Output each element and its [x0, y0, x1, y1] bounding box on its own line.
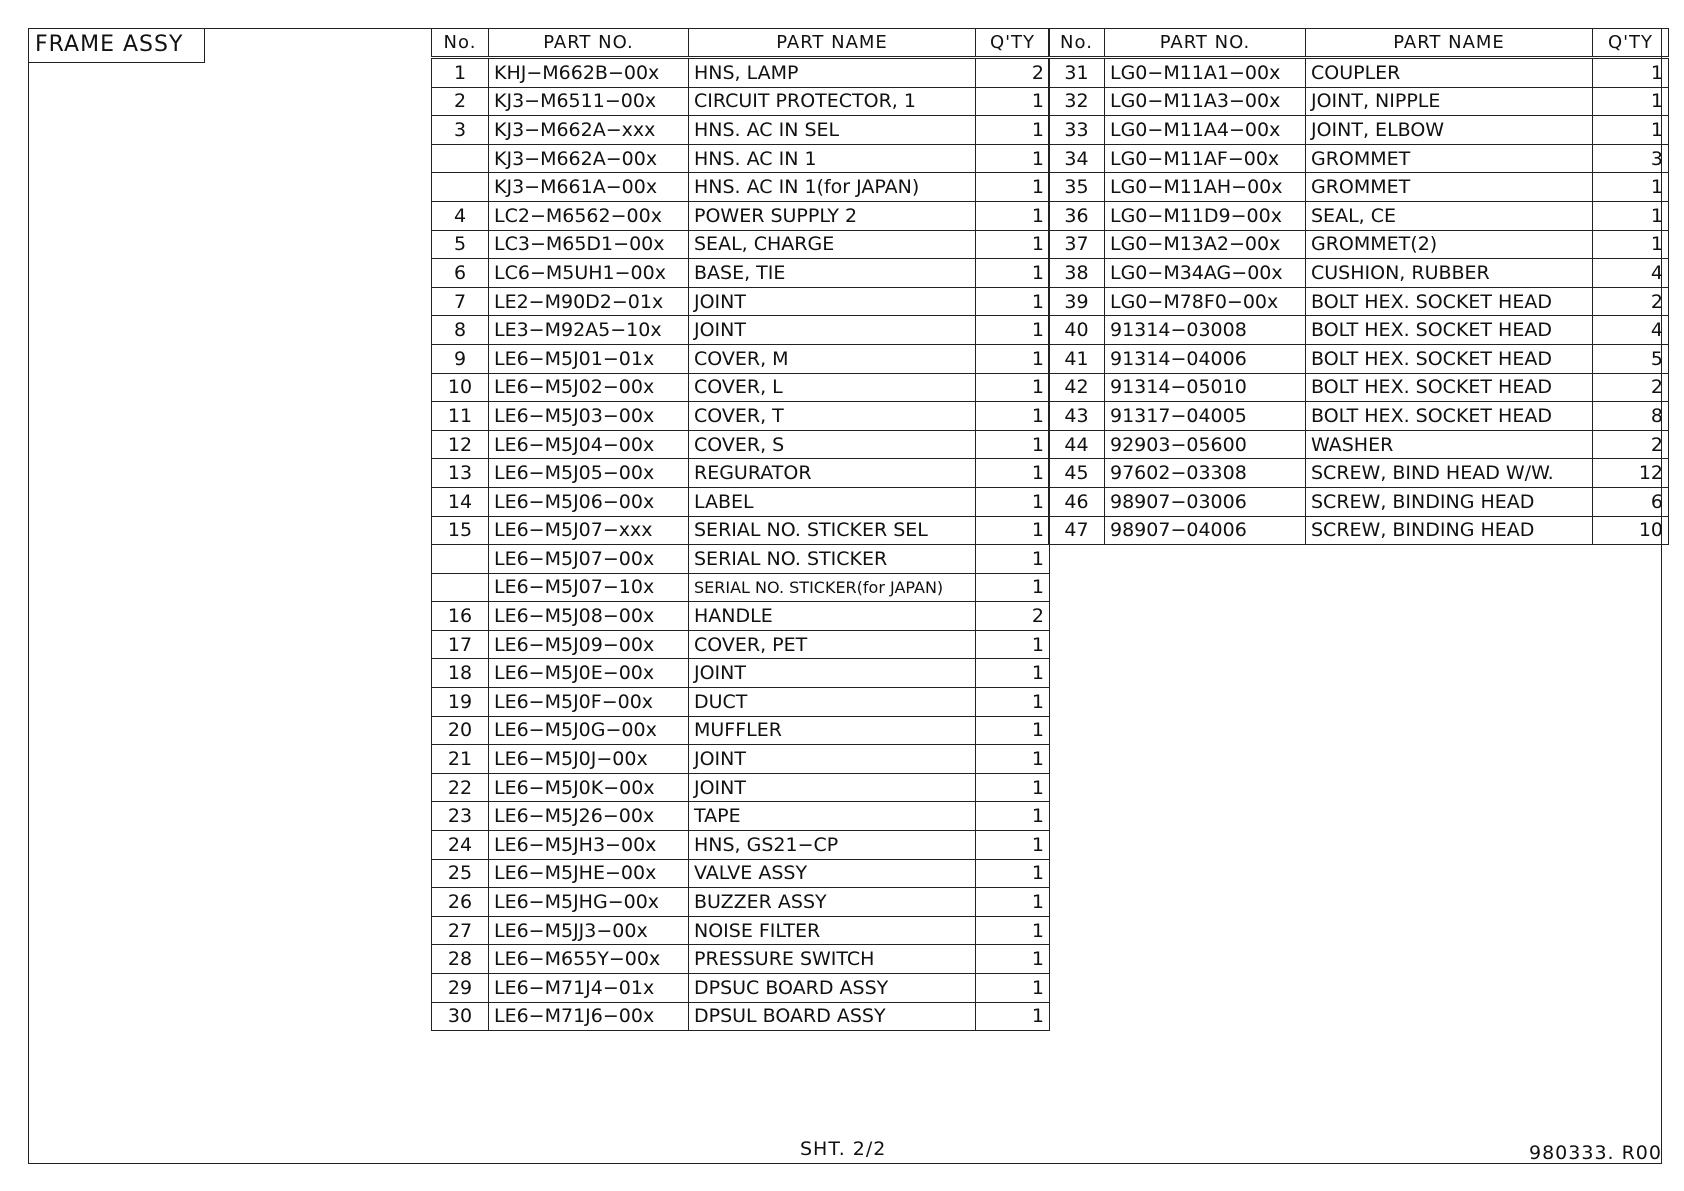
- item-number: 41: [1049, 344, 1105, 373]
- item-number: 10: [432, 373, 489, 402]
- header-no: No.: [432, 29, 489, 58]
- item-number: 1: [432, 58, 489, 88]
- part-name: DPSUL BOARD ASSY: [689, 1002, 976, 1031]
- part-number: LE6−M655Y−00x: [489, 945, 689, 974]
- part-number: LE6−M5JJ3−00x: [489, 916, 689, 945]
- quantity: 2: [1593, 373, 1669, 402]
- item-number: 5: [432, 230, 489, 259]
- quantity: 1: [976, 87, 1050, 116]
- table-row: [432, 859, 1050, 888]
- part-number: LE3−M92A5−10x: [489, 316, 689, 345]
- quantity: 2: [976, 602, 1050, 631]
- part-name: CIRCUIT PROTECTOR, 1: [689, 87, 976, 116]
- quantity: 1: [976, 916, 1050, 945]
- part-name: VALVE ASSY: [689, 859, 976, 888]
- part-name: BASE, TIE: [689, 259, 976, 288]
- table-row: [432, 201, 1050, 230]
- part-name: HNS, GS21−CP: [689, 831, 976, 860]
- table-row: [432, 916, 1050, 945]
- item-number: 17: [432, 630, 489, 659]
- table-row: [432, 773, 1050, 802]
- part-number: KJ3−M662A−xxx: [489, 116, 689, 145]
- table-row: [1049, 402, 1669, 431]
- quantity: 10: [1593, 516, 1669, 545]
- quantity: 6: [1593, 487, 1669, 516]
- quantity: 5: [1593, 344, 1669, 373]
- part-name: COVER, S: [689, 430, 976, 459]
- item-number: 8: [432, 316, 489, 345]
- quantity: 1: [976, 802, 1050, 831]
- part-number: LE2−M90D2−01x: [489, 287, 689, 316]
- quantity: 1: [976, 630, 1050, 659]
- quantity: 1: [976, 402, 1050, 431]
- part-number: LE6−M5J02−00x: [489, 373, 689, 402]
- part-number: LE6−M5J0K−00x: [489, 773, 689, 802]
- table-row: [432, 802, 1050, 831]
- quantity: 1: [976, 716, 1050, 745]
- part-number: LE6−M5J01−01x: [489, 344, 689, 373]
- table-row: [432, 459, 1050, 488]
- item-number: 33: [1049, 116, 1105, 145]
- part-name: PRESSURE SWITCH: [689, 945, 976, 974]
- part-name: COVER, T: [689, 402, 976, 431]
- table-row: [432, 888, 1050, 917]
- part-number: LE6−M5J0G−00x: [489, 716, 689, 745]
- part-name: SEAL, CE: [1306, 201, 1593, 230]
- header-part-name: PART NAME: [689, 29, 976, 58]
- table-row: [1049, 230, 1669, 259]
- table-row: [1049, 459, 1669, 488]
- quantity: 1: [976, 116, 1050, 145]
- quantity: 1: [1593, 201, 1669, 230]
- quantity: 2: [1593, 287, 1669, 316]
- table-row: [432, 430, 1050, 459]
- table-row: [1049, 316, 1669, 345]
- table-row: [1049, 87, 1669, 116]
- table-row: [432, 716, 1050, 745]
- quantity: 1: [976, 316, 1050, 345]
- part-name: DPSUC BOARD ASSY: [689, 974, 976, 1003]
- quantity: 1: [976, 888, 1050, 917]
- table-row: [1049, 344, 1669, 373]
- part-name: GROMMET: [1306, 144, 1593, 173]
- part-name: GROMMET: [1306, 173, 1593, 202]
- item-number: 15: [432, 516, 489, 545]
- quantity: 1: [976, 659, 1050, 688]
- part-number: LG0−M34AG−00x: [1105, 259, 1306, 288]
- item-number: 35: [1049, 173, 1105, 202]
- part-number: LE6−M5J26−00x: [489, 802, 689, 831]
- part-number: 91314−05010: [1105, 373, 1306, 402]
- item-number: 12: [432, 430, 489, 459]
- item-number: 31: [1049, 58, 1105, 88]
- item-number: 39: [1049, 287, 1105, 316]
- part-number: KJ3−M661A−00x: [489, 173, 689, 202]
- quantity: 2: [1593, 430, 1669, 459]
- quantity: 4: [1593, 316, 1669, 345]
- part-number: LE6−M5J0J−00x: [489, 745, 689, 774]
- part-number: 98907−03006: [1105, 487, 1306, 516]
- header-part-no: PART NO.: [489, 29, 689, 58]
- item-number: 46: [1049, 487, 1105, 516]
- table-row: [432, 58, 1050, 88]
- part-number: 91317−04005: [1105, 402, 1306, 431]
- part-name: BOLT HEX. SOCKET HEAD: [1306, 402, 1593, 431]
- header-qty: Q'TY: [976, 29, 1050, 58]
- part-number: LE6−M5JH3−00x: [489, 831, 689, 860]
- part-name: SCREW, BIND HEAD W/W.: [1306, 459, 1593, 488]
- part-number: LC2−M6562−00x: [489, 201, 689, 230]
- table-row: [1049, 116, 1669, 145]
- table-row: [432, 402, 1050, 431]
- item-number: 26: [432, 888, 489, 917]
- part-name: BUZZER ASSY: [689, 888, 976, 917]
- part-name: TAPE: [689, 802, 976, 831]
- item-number: 32: [1049, 87, 1105, 116]
- part-name: JOINT: [689, 287, 976, 316]
- part-number: 91314−03008: [1105, 316, 1306, 345]
- quantity: 1: [976, 144, 1050, 173]
- part-name: NOISE FILTER: [689, 916, 976, 945]
- item-number: 11: [432, 402, 489, 431]
- part-number: 97602−03308: [1105, 459, 1306, 488]
- part-name: JOINT: [689, 316, 976, 345]
- part-name: LABEL: [689, 487, 976, 516]
- item-number: 34: [1049, 144, 1105, 173]
- table-row: [432, 573, 1050, 602]
- table-row: [1049, 259, 1669, 288]
- item-number: 28: [432, 945, 489, 974]
- item-number: 45: [1049, 459, 1105, 488]
- part-name: WASHER: [1306, 430, 1593, 459]
- part-number: LE6−M5J03−00x: [489, 402, 689, 431]
- item-number: 40: [1049, 316, 1105, 345]
- part-number: 91314−04006: [1105, 344, 1306, 373]
- table-row: [432, 630, 1050, 659]
- item-number: 43: [1049, 402, 1105, 431]
- table-row: [432, 831, 1050, 860]
- table-row: [432, 745, 1050, 774]
- table-row: [432, 373, 1050, 402]
- table-row: [432, 688, 1050, 717]
- quantity: 1: [976, 859, 1050, 888]
- part-name: HANDLE: [689, 602, 976, 631]
- part-number: LC6−M5UH1−00x: [489, 259, 689, 288]
- part-name: BOLT HEX. SOCKET HEAD: [1306, 344, 1593, 373]
- item-number: [432, 545, 489, 574]
- quantity: 1: [976, 945, 1050, 974]
- quantity: 1: [976, 1002, 1050, 1031]
- table-row: [1049, 487, 1669, 516]
- table-row: [1049, 516, 1669, 545]
- part-number: LE6−M5J0F−00x: [489, 688, 689, 717]
- part-number: LE6−M71J6−00x: [489, 1002, 689, 1031]
- part-number: 92903−05600: [1105, 430, 1306, 459]
- part-number: LG0−M78F0−00x: [1105, 287, 1306, 316]
- part-name: SERIAL NO. STICKER SEL: [689, 516, 976, 545]
- item-number: 44: [1049, 430, 1105, 459]
- item-number: 13: [432, 459, 489, 488]
- part-name: HNS. AC IN 1: [689, 144, 976, 173]
- item-number: 38: [1049, 259, 1105, 288]
- part-name: JOINT, NIPPLE: [1306, 87, 1593, 116]
- table-row: [432, 144, 1050, 173]
- part-number: KJ3−M6511−00x: [489, 87, 689, 116]
- quantity: 1: [976, 259, 1050, 288]
- table-header-row: [1049, 29, 1669, 58]
- item-number: 37: [1049, 230, 1105, 259]
- part-number: LE6−M5JHE−00x: [489, 859, 689, 888]
- table-row: [432, 87, 1050, 116]
- part-number: LG0−M11A4−00x: [1105, 116, 1306, 145]
- table-row: [1049, 144, 1669, 173]
- part-number: LG0−M11A3−00x: [1105, 87, 1306, 116]
- part-name: BOLT HEX. SOCKET HEAD: [1306, 373, 1593, 402]
- part-name: BOLT HEX. SOCKET HEAD: [1306, 316, 1593, 345]
- part-name: POWER SUPPLY 2: [689, 201, 976, 230]
- item-number: 6: [432, 259, 489, 288]
- quantity: 4: [1593, 259, 1669, 288]
- table-row: [432, 316, 1050, 345]
- part-name: COVER, M: [689, 344, 976, 373]
- part-number: LE6−M5J04−00x: [489, 430, 689, 459]
- quantity: 1: [976, 545, 1050, 574]
- part-name: COUPLER: [1306, 58, 1593, 88]
- item-number: 9: [432, 344, 489, 373]
- quantity: 1: [976, 430, 1050, 459]
- item-number: 2: [432, 87, 489, 116]
- item-number: 18: [432, 659, 489, 688]
- part-name: JOINT, ELBOW: [1306, 116, 1593, 145]
- header-qty: Q'TY: [1593, 29, 1669, 58]
- quantity: 1: [1593, 173, 1669, 202]
- table-row: [432, 344, 1050, 373]
- header-part-no: PART NO.: [1105, 29, 1306, 58]
- part-number: LE6−M5J0E−00x: [489, 659, 689, 688]
- table-row: [432, 659, 1050, 688]
- quantity: 3: [1593, 144, 1669, 173]
- table-row: [1049, 173, 1669, 202]
- part-number: LE6−M5JHG−00x: [489, 888, 689, 917]
- part-number: LE6−M5J05−00x: [489, 459, 689, 488]
- table-row: [432, 974, 1050, 1003]
- item-number: 19: [432, 688, 489, 717]
- part-number: KJ3−M662A−00x: [489, 144, 689, 173]
- parts-table-left: [431, 28, 1050, 1031]
- table-row: [432, 287, 1050, 316]
- part-number: LE6−M5J06−00x: [489, 487, 689, 516]
- part-name: COVER, L: [689, 373, 976, 402]
- table-row: [432, 259, 1050, 288]
- part-name: CUSHION, RUBBER: [1306, 259, 1593, 288]
- item-number: 14: [432, 487, 489, 516]
- part-name: COVER, PET: [689, 630, 976, 659]
- table-row: [1049, 201, 1669, 230]
- part-number: LE6−M5J07−00x: [489, 545, 689, 574]
- quantity: 8: [1593, 402, 1669, 431]
- part-name: JOINT: [689, 773, 976, 802]
- part-name: SCREW, BINDING HEAD: [1306, 516, 1593, 545]
- quantity: 1: [976, 773, 1050, 802]
- item-number: 16: [432, 602, 489, 631]
- parts-table-left-body: [432, 58, 1050, 1031]
- quantity: 1: [976, 974, 1050, 1003]
- item-number: 27: [432, 916, 489, 945]
- quantity: 1: [976, 230, 1050, 259]
- part-number: LE6−M5J07−10x: [489, 573, 689, 602]
- item-number: 47: [1049, 516, 1105, 545]
- quantity: 1: [976, 831, 1050, 860]
- item-number: 36: [1049, 201, 1105, 230]
- quantity: 1: [976, 573, 1050, 602]
- quantity: 1: [1593, 230, 1669, 259]
- item-number: [432, 173, 489, 202]
- item-number: 23: [432, 802, 489, 831]
- document-number: 980333. R00: [1529, 1142, 1662, 1164]
- table-header-row: [432, 29, 1050, 58]
- part-number: LE6−M5J09−00x: [489, 630, 689, 659]
- quantity: 1: [976, 745, 1050, 774]
- part-number: KHJ−M662B−00x: [489, 58, 689, 88]
- quantity: 1: [976, 287, 1050, 316]
- item-number: 3: [432, 116, 489, 145]
- part-name: HNS. AC IN SEL: [689, 116, 976, 145]
- part-number: LG0−M11A1−00x: [1105, 58, 1306, 88]
- sheet-number: SHT. 2/2: [800, 1138, 887, 1160]
- quantity: 1: [976, 688, 1050, 717]
- table-row: [432, 602, 1050, 631]
- table-row: [432, 516, 1050, 545]
- quantity: 1: [1593, 116, 1669, 145]
- item-number: 42: [1049, 373, 1105, 402]
- table-row: [432, 1002, 1050, 1031]
- part-name: REGURATOR: [689, 459, 976, 488]
- quantity: 1: [976, 487, 1050, 516]
- table-row: [432, 487, 1050, 516]
- part-name: SCREW, BINDING HEAD: [1306, 487, 1593, 516]
- part-name: BOLT HEX. SOCKET HEAD: [1306, 287, 1593, 316]
- quantity: 12: [1593, 459, 1669, 488]
- quantity: 1: [1593, 87, 1669, 116]
- item-number: 20: [432, 716, 489, 745]
- parts-table-right-body: [1049, 58, 1669, 545]
- quantity: 1: [976, 373, 1050, 402]
- part-name: GROMMET(2): [1306, 230, 1593, 259]
- part-name: SERIAL NO. STICKER(for JAPAN): [689, 573, 976, 602]
- part-name: JOINT: [689, 745, 976, 774]
- table-row: [432, 173, 1050, 202]
- part-number: LC3−M65D1−00x: [489, 230, 689, 259]
- quantity: 1: [976, 344, 1050, 373]
- part-name: SERIAL NO. STICKER: [689, 545, 976, 574]
- item-number: [432, 144, 489, 173]
- part-number: 98907−04006: [1105, 516, 1306, 545]
- quantity: 1: [1593, 58, 1669, 88]
- part-number: LG0−M11AH−00x: [1105, 173, 1306, 202]
- quantity: 2: [976, 58, 1050, 88]
- quantity: 1: [976, 459, 1050, 488]
- item-number: 22: [432, 773, 489, 802]
- page-title: FRAME ASSY: [28, 28, 205, 63]
- quantity: 1: [976, 516, 1050, 545]
- part-number: LE6−M71J4−01x: [489, 974, 689, 1003]
- table-row: [1049, 287, 1669, 316]
- quantity: 1: [976, 173, 1050, 202]
- item-number: [432, 573, 489, 602]
- part-name: HNS. AC IN 1(for JAPAN): [689, 173, 976, 202]
- table-row: [432, 545, 1050, 574]
- part-number: LE6−M5J07−xxx: [489, 516, 689, 545]
- header-no: No.: [1049, 29, 1105, 58]
- part-name: JOINT: [689, 659, 976, 688]
- part-name: MUFFLER: [689, 716, 976, 745]
- table-row: [432, 945, 1050, 974]
- part-name: DUCT: [689, 688, 976, 717]
- table-row: [1049, 373, 1669, 402]
- table-row: [1049, 58, 1669, 88]
- part-number: LG0−M11AF−00x: [1105, 144, 1306, 173]
- part-name: SEAL, CHARGE: [689, 230, 976, 259]
- part-number: LG0−M11D9−00x: [1105, 201, 1306, 230]
- part-number: LG0−M13A2−00x: [1105, 230, 1306, 259]
- table-row: [432, 116, 1050, 145]
- item-number: 4: [432, 201, 489, 230]
- header-part-name: PART NAME: [1306, 29, 1593, 58]
- table-row: [1049, 430, 1669, 459]
- item-number: 24: [432, 831, 489, 860]
- parts-table-right: [1048, 28, 1669, 545]
- item-number: 29: [432, 974, 489, 1003]
- part-number: LE6−M5J08−00x: [489, 602, 689, 631]
- part-name: HNS, LAMP: [689, 58, 976, 88]
- quantity: 1: [976, 201, 1050, 230]
- item-number: 7: [432, 287, 489, 316]
- item-number: 21: [432, 745, 489, 774]
- item-number: 30: [432, 1002, 489, 1031]
- item-number: 25: [432, 859, 489, 888]
- table-row: [432, 230, 1050, 259]
